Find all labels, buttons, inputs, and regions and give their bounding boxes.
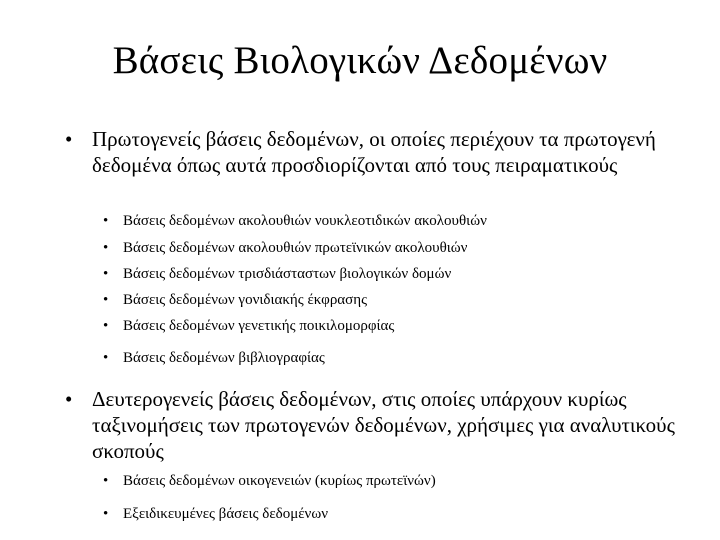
bullet-text: Δευτερογενείς βάσεις δεδομένων, στις οποίες υπάρχουν κυρίως ταξινομήσεις των πρωτογενών δεδομένων, χρήσιμες για αναλυτικούς σκοπούς	[92, 387, 675, 463]
bullet-secondary-databases	[65, 386, 682, 464]
sub-item-protein	[103, 239, 683, 257]
sub-item-text: Εξειδικευμένες βάσεις δεδομένων	[123, 506, 328, 522]
sub-item-gene-expression	[103, 291, 683, 309]
bullet-dot: •	[103, 350, 109, 366]
sub-item-nucleotide	[103, 212, 683, 230]
sub-item-text: Βάσεις δεδομένων γονιδιακής έκφρασης	[123, 292, 368, 308]
sub-item-text: Βάσεις δεδομένων οικογενειών (κυρίως πρωτεϊνών)	[123, 473, 436, 489]
slide-title: Βάσεις Βιολογικών Δεδομένων	[112, 39, 608, 82]
bullet-primary-databases	[65, 126, 682, 178]
bullet-dot: •	[103, 213, 109, 229]
sub-item-text: Βάσεις δεδομένων ακολουθιών πρωτεϊνικών ακολουθιών	[123, 240, 468, 256]
bullet-dot: •	[103, 266, 109, 282]
bullet-text: Πρωτογενείς βάσεις δεδομένων, οι οποίες περιέχουν τα πρωτογενή δεδομένα όπως αυτά προσδιορίζονται από τους πειραματικούς	[92, 127, 656, 177]
sub-item-bibliography	[103, 349, 683, 367]
bullet-dot: •	[103, 506, 109, 522]
sub-item-text: Βάσεις δεδομένων τρισδιάσταστων βιολογικών δομών	[123, 266, 452, 282]
sub-item-text: Βάσεις δεδομένων βιβλιογραφίας	[123, 350, 325, 366]
sub-item-families	[103, 472, 683, 490]
sub-item-genetic-variation	[103, 317, 683, 335]
bullet-dot: •	[65, 127, 73, 151]
bullet-dot: •	[103, 318, 109, 334]
bullet-dot: •	[103, 473, 109, 489]
sub-item-specialized	[103, 505, 683, 523]
sub-item-3d-structures	[103, 265, 683, 283]
sub-item-text: Βάσεις δεδομένων γενετικής ποικιλομορφίας	[123, 318, 395, 334]
bullet-dot: •	[103, 240, 109, 256]
bullet-dot: •	[65, 387, 73, 411]
bullet-dot: •	[103, 292, 109, 308]
sub-item-text: Βάσεις δεδομένων ακολουθιών νουκλεοτιδικών ακολουθιών	[123, 213, 487, 229]
